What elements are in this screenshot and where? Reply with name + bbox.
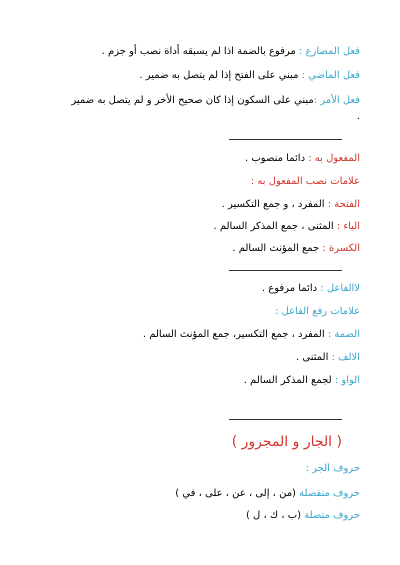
attached-prepositions [30, 509, 360, 523]
attached-prepositions-text: (ب ، ك ، ل ) [245, 510, 305, 521]
past-verb-text: مبني على الفتح إذا لم يتصل به ضمير . [139, 70, 302, 81]
subject-sign-item [30, 328, 360, 342]
separate-prepositions-label: حروف منفصلة [299, 488, 360, 499]
subject-sign-text: المفرد ، جمع التكسير، جمع المؤنث السالم . [142, 329, 328, 340]
present-verb-text: مرفوع بالضمة اذا لم يسبقه أداة نصب أو جزم . [101, 46, 299, 57]
imperative-verb-text: مبني على السكون إذا كان صحيح الأخر و لم يتصل به ضمير [71, 95, 314, 106]
attached-prepositions-label: حروف متصلة [304, 510, 360, 521]
object-sign-item [30, 198, 360, 212]
subject-sign-label: الواو : [334, 375, 360, 386]
subject-intro-text: دائما مرفوع . [261, 283, 321, 294]
subject-sign-label: الضمة : [327, 329, 360, 340]
subject-signs-title: علامات رفع الفاعل : [274, 306, 360, 317]
subject-intro [30, 282, 360, 296]
separate-prepositions-text: (من ، إلى ، عن ، على ، في ) [175, 488, 300, 499]
divider-1 [229, 139, 342, 140]
subject-sign-item [30, 351, 360, 365]
present-verb-label: فعل المضارع : [298, 46, 360, 57]
divider-2 [229, 270, 342, 271]
present-verb-rule [30, 45, 360, 59]
object-sign-label: الياء : [336, 221, 360, 232]
imperative-verb-rule [30, 94, 360, 108]
object-sign-item [30, 242, 360, 256]
past-verb-label: فعل الماضي : [301, 70, 360, 81]
object-sign-label: الكسرة : [322, 243, 360, 254]
object-sign-text: جمع المؤنث السالم . [232, 243, 323, 254]
subject-sign-label: الالف : [331, 352, 360, 363]
divider-3 [229, 419, 342, 420]
object-intro-label: المفعول به : [308, 153, 360, 164]
object-sign-label: الفتحة : [327, 199, 360, 210]
subject-sign-text: لجمع المذكر السالم . [243, 375, 335, 386]
separate-prepositions [30, 487, 360, 501]
object-intro [30, 152, 360, 166]
prepositions-subtitle: حروف الجر : [305, 463, 360, 474]
prepositions-title: ( الجار و المجرور ) [231, 434, 342, 450]
imperative-verb-label: فعل الأمر : [313, 95, 360, 106]
past-verb-rule [30, 69, 360, 83]
subject-sign-text: المثنى . [296, 352, 332, 363]
subject-sign-item [30, 374, 360, 388]
subject-intro-label: لاالفاعل : [320, 283, 360, 294]
object-signs-title: علامات نصب المفعول به : [250, 176, 360, 187]
object-intro-text: دائما منصوب . [245, 153, 309, 164]
imperative-verb-tail: . [356, 111, 360, 122]
object-sign-text: المفرد ، و جمع التكسير . [221, 199, 328, 210]
object-sign-item [30, 220, 360, 234]
object-sign-text: المثنى ، جمع المذكر السالم . [213, 221, 337, 232]
